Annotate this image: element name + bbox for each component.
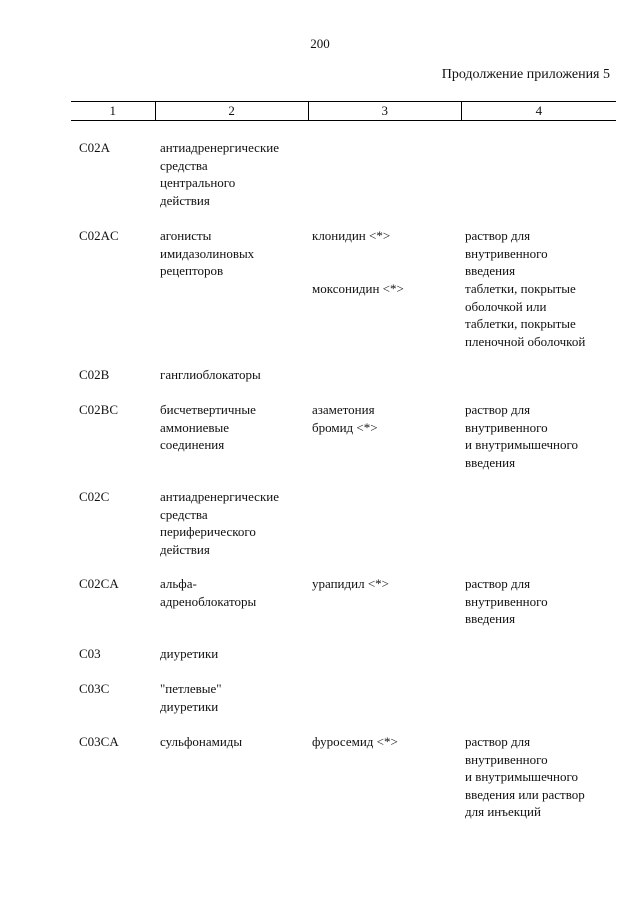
group-name: сульфонамиды [160, 734, 243, 749]
drug-name: фуросемид <*> [312, 734, 398, 749]
dosage-form: раствор для внутривенного и внутримышечного введения или раствор для инъекций [465, 734, 585, 819]
drug-name: клонидин <*> [312, 228, 391, 243]
column-header-1: 1 [109, 103, 117, 118]
group-name: агонисты имидазолиновых рецепторов [160, 228, 255, 278]
continuation-title: Продолжение приложения 5 [441, 67, 610, 82]
page-number: 200 [310, 36, 330, 51]
group-name: бисчетвертичные аммониевые соединения [160, 402, 256, 452]
drug-name: урапидил <*> [312, 576, 389, 591]
group-name: диуретики [160, 646, 219, 661]
column-header-2: 2 [155, 102, 308, 120]
dosage-form: раствор для внутривенного и внутримышечного введения [465, 402, 579, 470]
dosage-form: раствор для внутривенного введения [465, 228, 548, 278]
atc-code: C02A [79, 140, 111, 155]
atc-code: C02BC [79, 402, 119, 417]
column-header-4: 4 [461, 102, 616, 120]
group-name: "петлевые" диуретики [160, 681, 222, 714]
drug-name: азаметония бромид <*> [312, 402, 378, 435]
atc-code: C02AC [79, 228, 119, 243]
atc-code: C02B [79, 367, 110, 382]
dosage-form: раствор для внутривенного введения [465, 576, 548, 626]
group-name: антиадренергические средства периферического действия [160, 489, 279, 557]
dosage-form: таблетки, покрытые оболочкой или таблетки, покрытые пленочной оболочкой [465, 281, 586, 349]
atc-code: C02C [79, 489, 110, 504]
atc-code: C03C [79, 681, 110, 696]
atc-code: C03CA [79, 734, 119, 749]
atc-code: C03 [79, 646, 101, 661]
table-header [71, 101, 616, 121]
group-name: альфа- адреноблокаторы [160, 576, 257, 609]
drug-name: моксонидин <*> [312, 281, 404, 296]
group-name: ганглиоблокаторы [160, 367, 261, 382]
group-name: антиадренергические средства центрального действия [160, 140, 279, 208]
column-header-3: 3 [308, 102, 461, 120]
atc-code: C02CA [79, 576, 119, 591]
